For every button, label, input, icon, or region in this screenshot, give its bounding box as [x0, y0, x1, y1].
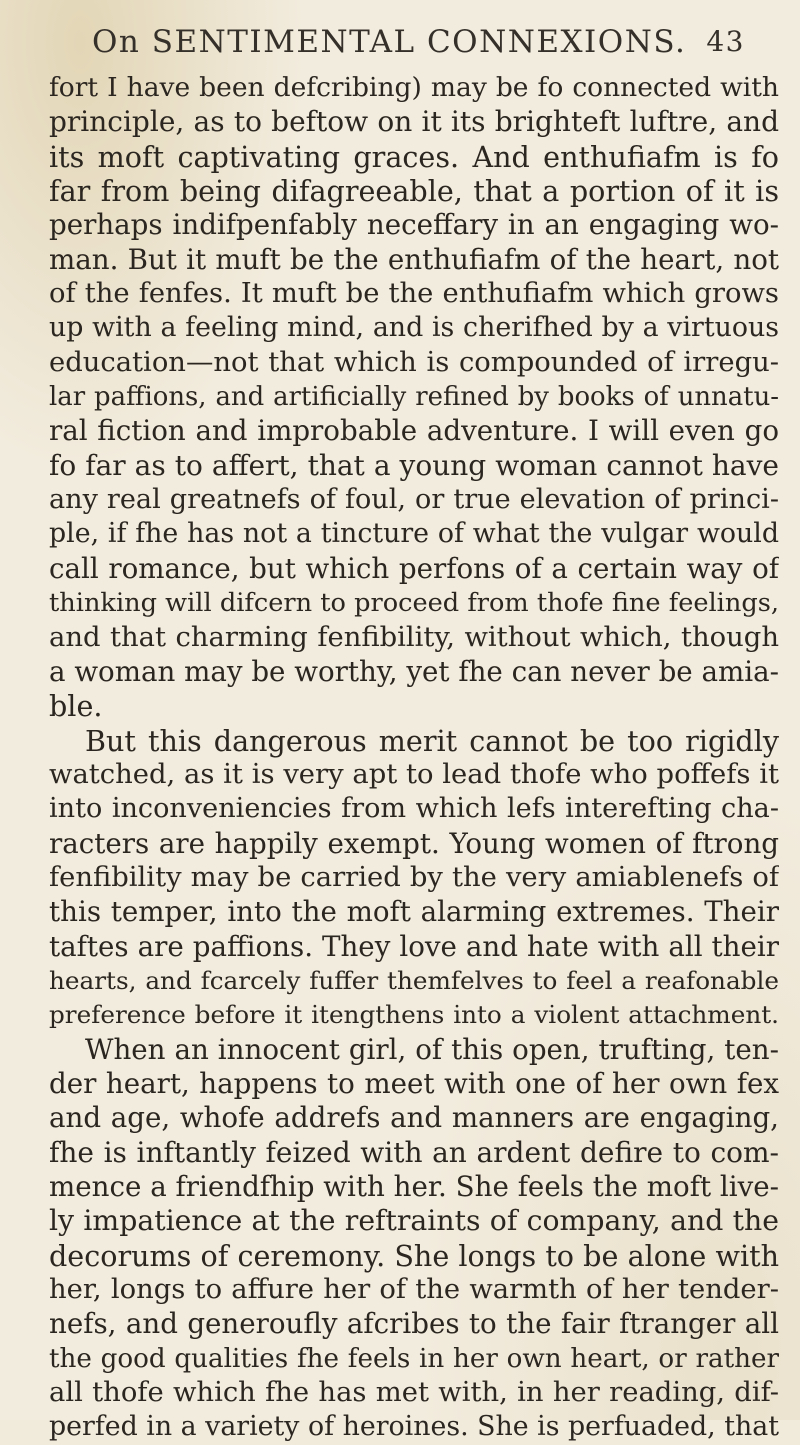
text-line: hearts, and fcarcely fuffer themfelves to feel a reafonable — [49, 965, 779, 995]
text-line: any real greatnefs of foul, or true elevation of princi- — [49, 484, 779, 516]
text-line: preference before it itengthens into a violent attachment. — [49, 1000, 779, 1030]
text-line: der heart, happens to meet with one of her own fex — [49, 1066, 779, 1100]
text-line: up with a feeling mind, and is cherifhed by a virtuous — [49, 312, 779, 344]
text-line: ble. — [49, 689, 103, 724]
text-line: taftes are paffions. They love and hate with all their — [49, 929, 779, 963]
text-line: into inconveniencies from which lefs interefting cha- — [49, 793, 779, 825]
text-line: ral fiction and improbable adventure. I will even go — [49, 414, 779, 448]
running-head — [92, 20, 745, 64]
text-line: lar paffions, and artificially refined by books of unnatu- — [49, 382, 779, 413]
text-line: principle, as to beftow on it its brighteft luftre, and — [49, 105, 779, 139]
text-line: her, longs to affure her of the warmth of her tender- — [49, 1274, 779, 1306]
text-line: all thofe which fhe has met with, in her reading, dif- — [49, 1377, 779, 1409]
text-line: watched, as it is very apt to lead thofe who poffefs it — [49, 758, 779, 790]
running-head-title: On SENTIMENTAL CONNEXIONS. — [92, 24, 687, 60]
text-line: and age, whofe addrefs and manners are engaging, — [49, 1101, 779, 1135]
text-line: mence a friendfhip with her. She feels the moft live- — [49, 1170, 779, 1203]
text-line: racters are happily exempt. Young women of ftrong — [49, 826, 779, 860]
text-line: fenfibility may be carried by the very amiablenefs of — [49, 861, 779, 893]
text-line: man. But it muft be the enthufiafm of the heart, not — [49, 242, 779, 276]
text-line: But this dangerous merit cannot be too rigidly — [85, 723, 779, 758]
text-line: perhaps indifpenfably neceffary in an engaging wo- — [49, 208, 779, 242]
text-line: fo far as to affert, that a young woman cannot have — [49, 448, 779, 482]
text-line: this temper, into the moft alarming extremes. Their — [49, 895, 779, 929]
text-line: a woman may be worthy, yet fhe can never be amia- — [49, 654, 779, 688]
text-line: ple, if fhe has not a tincture of what the vulgar would — [49, 518, 779, 550]
text-line: thinking will difcern to proceed from thofe fine feelings, — [49, 588, 779, 619]
text-line: education—not that which is compounded of irregu- — [49, 346, 779, 378]
text-line: nefs, and generoufly afcribes to the fair ftranger all — [49, 1307, 779, 1341]
text-line: perfed in a variety of heroines. She is perfuaded, that — [49, 1411, 779, 1443]
page-number: 43 — [706, 25, 745, 58]
text-line: decorums of ceremony. She longs to be alone with — [49, 1238, 779, 1273]
text-line: and that charming fenfibility, without which, though — [49, 621, 779, 653]
text-line: call romance, but which perfons of a certain way of — [49, 551, 779, 585]
body-text — [49, 71, 779, 1445]
text-line: fort I have been defcribing) may be fo connected with — [49, 72, 779, 103]
text-line: its moft captivating graces. And enthufiafm is fo — [49, 139, 779, 174]
text-line: When an innocent girl, of this open, trufting, ten- — [85, 1032, 779, 1066]
text-line: of the fenfes. It muft be the enthufiafm which grows — [49, 278, 779, 310]
text-line: far from being difagreeable, that a portion of it is — [49, 174, 779, 209]
text-line: ly impatience at the reftraints of company, and the — [49, 1204, 779, 1238]
text-line: the good qualities fhe feels in her own heart, or rather — [49, 1343, 779, 1374]
text-line: fhe is inftantly feized with an ardent defire to com- — [49, 1135, 779, 1169]
